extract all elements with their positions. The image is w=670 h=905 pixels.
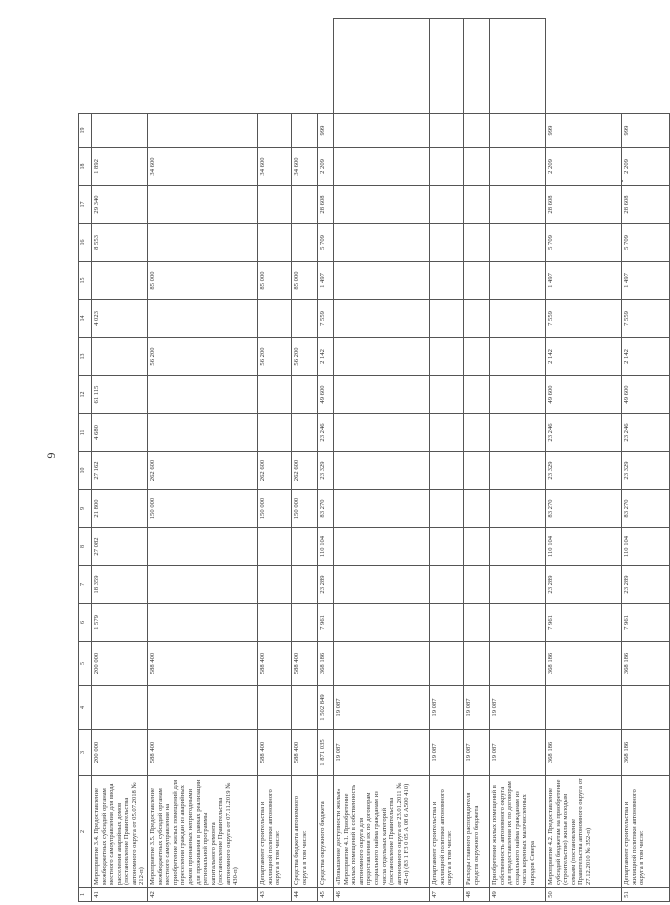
- row-number: 44: [292, 888, 318, 902]
- value-cell: [430, 19, 464, 114]
- value-cell: [292, 376, 318, 414]
- value-cell: [430, 186, 464, 224]
- row-description: Средства окружного бюджета: [318, 776, 334, 888]
- value-cell: 150 000: [258, 490, 292, 528]
- row-number: 46: [334, 888, 430, 902]
- value-cell: [430, 224, 464, 262]
- page-number: 6: [44, 452, 59, 459]
- value-cell: [334, 114, 430, 148]
- value-cell: [490, 300, 546, 338]
- value-cell: [464, 338, 490, 376]
- value-cell: 19 087: [430, 686, 464, 730]
- budget-table: [78, 18, 670, 902]
- value-cell: 7 961: [318, 604, 334, 642]
- row-description: Мероприятие 3.4. Предоставление межбюджетных субсидий органам местного самоуправления для ввода расселения аварийных домов (постановление Правительства автономного округа от 05.07.2018 № 212-п): [92, 776, 148, 888]
- value-cell: 368 186: [546, 730, 622, 776]
- value-cell: [490, 452, 546, 490]
- value-cell: 85 000: [292, 262, 318, 300]
- value-cell: 2 142: [318, 338, 334, 376]
- value-cell: [258, 300, 292, 338]
- value-cell: [464, 528, 490, 566]
- row-number: 47: [430, 888, 464, 902]
- row-number: 48: [464, 888, 490, 902]
- value-cell: 150 000: [148, 490, 258, 528]
- value-cell: [430, 566, 464, 604]
- value-cell: [464, 604, 490, 642]
- value-cell: [334, 186, 430, 224]
- table-row: [430, 19, 464, 902]
- value-cell: [292, 414, 318, 452]
- value-cell: [292, 528, 318, 566]
- value-cell: 23 329: [546, 452, 622, 490]
- value-cell: 110 104: [318, 528, 334, 566]
- table-row: [490, 19, 546, 902]
- value-cell: [258, 686, 292, 730]
- value-cell: 2 142: [546, 338, 622, 376]
- value-cell: 27 082: [92, 528, 148, 566]
- value-cell: 5 709: [622, 224, 670, 262]
- value-cell: [430, 414, 464, 452]
- value-cell: 7 961: [622, 604, 670, 642]
- table-row: [464, 19, 490, 902]
- value-cell: 49 600: [622, 376, 670, 414]
- value-cell: [334, 224, 430, 262]
- table-row: [92, 19, 148, 902]
- value-cell: 368 186: [546, 642, 622, 686]
- value-cell: [148, 114, 258, 148]
- table-row: [148, 19, 258, 902]
- value-cell: [148, 376, 258, 414]
- row-description: Департамент строительства и жилищной политики автономного округа в том числе:: [622, 776, 670, 888]
- value-cell: 19 087: [464, 730, 490, 776]
- value-cell: [258, 414, 292, 452]
- value-cell: 83 270: [622, 490, 670, 528]
- value-cell: [292, 604, 318, 642]
- value-cell: 5 709: [318, 224, 334, 262]
- value-cell: 7 559: [318, 300, 334, 338]
- value-cell: [464, 114, 490, 148]
- column-number: 15: [79, 262, 92, 300]
- value-cell: [148, 686, 258, 730]
- value-cell: 2 209: [318, 148, 334, 186]
- value-cell: 7 559: [546, 300, 622, 338]
- value-cell: [490, 376, 546, 414]
- value-cell: 34 600: [148, 148, 258, 186]
- value-cell: [258, 528, 292, 566]
- column-number: 16: [79, 224, 92, 262]
- value-cell: 28 608: [546, 186, 622, 224]
- value-cell: [490, 148, 546, 186]
- value-cell: [92, 262, 148, 300]
- column-number: 13: [79, 338, 92, 376]
- value-cell: 85 000: [148, 262, 258, 300]
- value-cell: 19 087: [464, 686, 490, 730]
- value-cell: 999: [622, 114, 670, 148]
- value-cell: [258, 186, 292, 224]
- value-cell: [464, 19, 490, 114]
- value-cell: [464, 300, 490, 338]
- value-cell: 28 608: [318, 186, 334, 224]
- value-cell: 262 600: [148, 452, 258, 490]
- value-cell: 1 579: [92, 604, 148, 642]
- value-cell: [292, 566, 318, 604]
- value-cell: 56 200: [292, 338, 318, 376]
- value-cell: 23 289: [622, 566, 670, 604]
- value-cell: 588 400: [292, 642, 318, 686]
- value-cell: 4 680: [92, 414, 148, 452]
- value-cell: 110 104: [622, 528, 670, 566]
- value-cell: [92, 686, 148, 730]
- value-cell: [490, 604, 546, 642]
- row-description: Средства бюджета автономного округа в том числе:: [292, 776, 318, 888]
- value-cell: 23 329: [622, 452, 670, 490]
- column-number-row: [79, 19, 92, 902]
- value-cell: [490, 262, 546, 300]
- value-cell: 368 186: [622, 730, 670, 776]
- value-cell: [292, 686, 318, 730]
- value-cell: 368 186: [318, 642, 334, 686]
- value-cell: [148, 300, 258, 338]
- table-row: [622, 19, 670, 902]
- value-cell: [258, 566, 292, 604]
- value-cell: 23 329: [318, 452, 334, 490]
- value-cell: [430, 114, 464, 148]
- value-cell: 1 892: [92, 148, 148, 186]
- row-description: «Повышение доступности жилья» Мероприятие 4.1. Приобретение жилых помещений в собственность автономного округа для предоставления их по договорам социального найма гражданам из числа отдельных категорий (постановление Правительства автономного округа от 23.01.2011 № 42-п) (83 1 F3 0 05 А 08 6 А500 410): [334, 776, 430, 888]
- value-cell: 19 087: [490, 686, 546, 730]
- value-cell: [334, 148, 430, 186]
- value-cell: [464, 642, 490, 686]
- value-cell: [430, 490, 464, 528]
- value-cell: 34 600: [292, 148, 318, 186]
- value-cell: [334, 19, 430, 114]
- value-cell: 19 087: [334, 686, 430, 730]
- value-cell: 588 400: [148, 730, 258, 776]
- value-cell: [148, 604, 258, 642]
- table-row: [258, 19, 292, 902]
- value-cell: [490, 224, 546, 262]
- row-number: 41: [92, 888, 148, 902]
- column-number: 4: [79, 686, 92, 730]
- value-cell: [490, 186, 546, 224]
- value-cell: [334, 566, 430, 604]
- value-cell: 110 104: [546, 528, 622, 566]
- value-cell: 85 000: [258, 262, 292, 300]
- value-cell: [430, 262, 464, 300]
- value-cell: 19 087: [334, 730, 430, 776]
- column-number: 10: [79, 452, 92, 490]
- value-cell: 588 400: [148, 642, 258, 686]
- row-description: Мероприятие 3.5. Предоставление межбюджетных субсидий органам местного самоуправления на приобретение жилых помещений для переселения граждан из аварийных домов признанных непригодными для проживания в рамках реализации региональной программы капитального ремонта (постановление Правительства автономного округа от 07.11.2019 № 430-п): [148, 776, 258, 888]
- value-cell: 21 800: [92, 490, 148, 528]
- value-cell: 2 142: [622, 338, 670, 376]
- column-number: 11: [79, 414, 92, 452]
- row-number: 43: [258, 888, 292, 902]
- value-cell: 200 000: [92, 642, 148, 686]
- value-cell: [334, 604, 430, 642]
- value-cell: [430, 604, 464, 642]
- value-cell: [92, 338, 148, 376]
- value-cell: [622, 686, 670, 730]
- value-cell: 28 608: [622, 186, 670, 224]
- value-cell: 150 000: [292, 490, 318, 528]
- row-number: 42: [148, 888, 258, 902]
- value-cell: 1 497: [622, 262, 670, 300]
- value-cell: 56 200: [258, 338, 292, 376]
- value-cell: [464, 262, 490, 300]
- value-cell: 2 209: [546, 148, 622, 186]
- value-cell: 200 000: [92, 730, 148, 776]
- value-cell: 19 087: [490, 730, 546, 776]
- value-cell: 61 115: [92, 376, 148, 414]
- value-cell: 8 553: [92, 224, 148, 262]
- column-number: 1: [79, 888, 92, 902]
- value-cell: [464, 376, 490, 414]
- value-cell: 4 023: [92, 300, 148, 338]
- value-cell: [464, 490, 490, 528]
- value-cell: 83 270: [318, 490, 334, 528]
- column-number: 3: [79, 730, 92, 776]
- column-number: 14: [79, 300, 92, 338]
- table-row: [292, 19, 318, 902]
- value-cell: 49 600: [546, 376, 622, 414]
- value-cell: 588 400: [292, 730, 318, 776]
- row-number: 50: [546, 888, 622, 902]
- value-cell: [148, 186, 258, 224]
- column-number: 9: [79, 490, 92, 528]
- value-cell: 1 502 849: [318, 686, 334, 730]
- value-cell: 368 186: [622, 642, 670, 686]
- value-cell: [430, 338, 464, 376]
- value-cell: [258, 114, 292, 148]
- value-cell: 588 400: [258, 642, 292, 686]
- row-description: Приобретение жилых помещений в собственность автономного округа для предоставления их по договорам социального найма гражданам из числа коренных малочисленных народов Севера: [490, 776, 546, 888]
- value-cell: 7 961: [546, 604, 622, 642]
- value-cell: 23 289: [546, 566, 622, 604]
- value-cell: [490, 338, 546, 376]
- value-cell: [292, 114, 318, 148]
- value-cell: 1 497: [546, 262, 622, 300]
- value-cell: [430, 642, 464, 686]
- value-cell: 29 340: [92, 186, 148, 224]
- value-cell: [490, 566, 546, 604]
- value-cell: 1 497: [318, 262, 334, 300]
- value-cell: [334, 376, 430, 414]
- value-cell: [464, 566, 490, 604]
- value-cell: 56 200: [148, 338, 258, 376]
- value-cell: 83 270: [546, 490, 622, 528]
- value-cell: [430, 148, 464, 186]
- value-cell: 2 209: [622, 148, 670, 186]
- value-cell: [490, 490, 546, 528]
- value-cell: [490, 114, 546, 148]
- value-cell: 262 600: [292, 452, 318, 490]
- value-cell: [464, 452, 490, 490]
- table-row: [334, 19, 430, 902]
- value-cell: [334, 338, 430, 376]
- row-number: 49: [490, 888, 546, 902]
- column-number: 2: [79, 776, 92, 888]
- value-cell: 999: [318, 114, 334, 148]
- value-cell: 23 289: [318, 566, 334, 604]
- value-cell: [464, 186, 490, 224]
- value-cell: [334, 262, 430, 300]
- value-cell: 49 600: [318, 376, 334, 414]
- value-cell: [148, 528, 258, 566]
- value-cell: [490, 414, 546, 452]
- value-cell: [464, 148, 490, 186]
- value-cell: [148, 224, 258, 262]
- row-description: Расходы главного распорядителя средств окружного бюджета: [464, 776, 490, 888]
- value-cell: [334, 452, 430, 490]
- value-cell: [334, 414, 430, 452]
- value-cell: [292, 224, 318, 262]
- value-cell: 19 087: [430, 730, 464, 776]
- value-cell: [490, 642, 546, 686]
- value-cell: [490, 19, 546, 114]
- value-cell: [430, 528, 464, 566]
- column-number: 18: [79, 148, 92, 186]
- column-number: 7: [79, 566, 92, 604]
- table-row: [318, 19, 334, 902]
- value-cell: [148, 414, 258, 452]
- table-row: [546, 19, 622, 902]
- value-cell: [334, 490, 430, 528]
- rotated-sheet: [78, 18, 646, 902]
- column-number: 6: [79, 604, 92, 642]
- value-cell: [148, 566, 258, 604]
- value-cell: [430, 452, 464, 490]
- column-number: 5: [79, 642, 92, 686]
- column-number: 17: [79, 186, 92, 224]
- value-cell: 999: [546, 114, 622, 148]
- value-cell: 262 600: [258, 452, 292, 490]
- column-number: 12: [79, 376, 92, 414]
- value-cell: [258, 224, 292, 262]
- row-description: Мероприятие 4.2. Предоставление субсидий бюджетам на приобретение (строительство) жилья молодым семьям (постановление Правительства автономного округа от 27.12.2010 № 352-п): [546, 776, 622, 888]
- value-cell: [292, 300, 318, 338]
- value-cell: 23 246: [622, 414, 670, 452]
- value-cell: 5 709: [546, 224, 622, 262]
- value-cell: [334, 642, 430, 686]
- value-cell: 1 871 035: [318, 730, 334, 776]
- row-description: Департамент строительства и жилищной политики автономного округа в том числе:: [430, 776, 464, 888]
- value-cell: 27 162: [92, 452, 148, 490]
- value-cell: [92, 114, 148, 148]
- value-cell: 23 246: [546, 414, 622, 452]
- value-cell: [490, 528, 546, 566]
- column-number: 19: [79, 114, 92, 148]
- value-cell: [464, 224, 490, 262]
- value-cell: [464, 414, 490, 452]
- value-cell: [430, 376, 464, 414]
- value-cell: 23 246: [318, 414, 334, 452]
- value-cell: 588 400: [258, 730, 292, 776]
- value-cell: [334, 300, 430, 338]
- row-number: 51: [622, 888, 670, 902]
- value-cell: [258, 604, 292, 642]
- value-cell: 34 600: [258, 148, 292, 186]
- value-cell: 7 559: [622, 300, 670, 338]
- row-description: Департамент строительства и жилищной политики автономного округа в том числе:: [258, 776, 292, 888]
- value-cell: [258, 376, 292, 414]
- value-cell: [430, 300, 464, 338]
- value-cell: 18 359: [92, 566, 148, 604]
- row-number: 45: [318, 888, 334, 902]
- column-number: 8: [79, 528, 92, 566]
- value-cell: [292, 186, 318, 224]
- value-cell: [334, 528, 430, 566]
- value-cell: [546, 686, 622, 730]
